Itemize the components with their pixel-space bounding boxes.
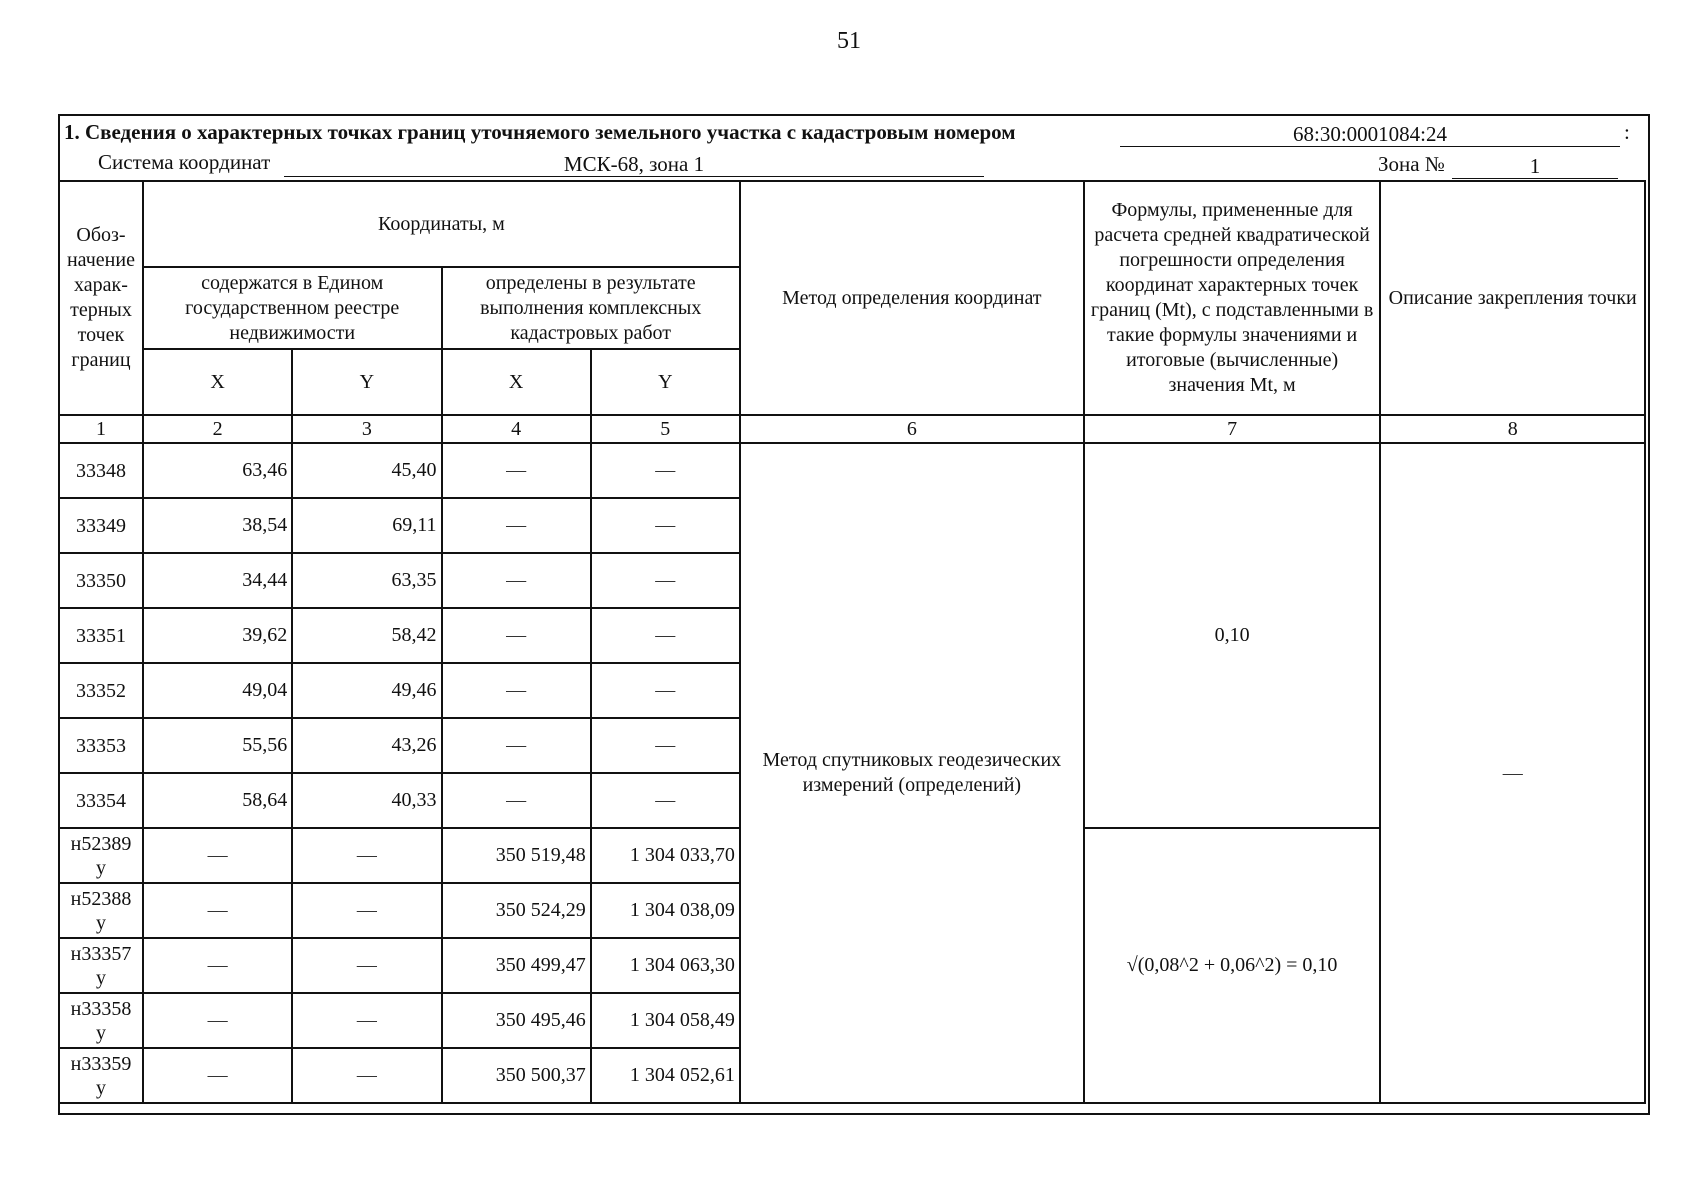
cell-det-x: 350 519,48 [442, 828, 591, 883]
cell-det-y: — [591, 773, 740, 828]
point-id-label: н52388 [70, 887, 132, 910]
cell-reg-y: 40,33 [292, 773, 441, 828]
cell-reg-y: 43,26 [292, 718, 441, 773]
header-determined: определены в результате выполнения комплексных кадастровых работ [442, 267, 740, 349]
point-id [59, 498, 143, 553]
section-title: 1. Сведения о характерных точках границ уточняемого земельного участка с кадастровым номером [64, 120, 1016, 144]
point-id [59, 883, 143, 938]
header-det-x: X [442, 349, 591, 415]
mt-value-registry: 0,10 [1084, 443, 1381, 828]
cell-reg-y: 45,40 [292, 443, 441, 498]
column-number: 2 [143, 415, 292, 443]
column-number: 7 [1084, 415, 1381, 443]
header-coordinates: Координаты, м [143, 181, 740, 267]
cell-det-x: — [442, 773, 591, 828]
point-id-suffix: у [95, 856, 106, 879]
point-id-label: н52389 [70, 832, 132, 855]
point-id-label: н33358 [70, 997, 132, 1020]
cell-reg-y: 49,46 [292, 663, 441, 718]
cell-reg-x: 63,46 [143, 443, 292, 498]
cell-det-x: — [442, 663, 591, 718]
cell-reg-y: 63,35 [292, 553, 441, 608]
cell-det-x: — [442, 718, 591, 773]
point-id-label: 33351 [75, 624, 126, 647]
cell-reg-y: — [292, 993, 441, 1048]
document-frame [58, 114, 1650, 1115]
cell-reg-y: — [292, 883, 441, 938]
coordinate-system-label: Система координат [98, 150, 271, 174]
cell-det-y: — [591, 663, 740, 718]
cell-det-x: — [442, 443, 591, 498]
cell-det-x: 350 495,46 [442, 993, 591, 1048]
header-in-registry: содержатся в Едином государственном реестре недвижимости [143, 267, 442, 349]
cell-det-y: — [591, 553, 740, 608]
point-id [59, 938, 143, 993]
method-value: Метод спутниковых геодезических измерений (определений) [740, 443, 1084, 1103]
point-id-suffix: у [95, 966, 106, 989]
column-number: 6 [740, 415, 1084, 443]
cell-reg-x: — [143, 938, 292, 993]
point-id [59, 773, 143, 828]
cell-reg-y: — [292, 938, 441, 993]
cell-det-x: — [442, 608, 591, 663]
point-id-label: 33354 [75, 789, 126, 812]
point-id-suffix: у [95, 1076, 106, 1099]
cell-reg-x: — [143, 828, 292, 883]
point-id-label: 33353 [75, 734, 126, 757]
header-designation: Обоз-начение харак-терных точек границ [59, 181, 143, 415]
cell-reg-x: 34,44 [143, 553, 292, 608]
description-value: — [1380, 443, 1645, 1103]
cell-reg-x: — [143, 883, 292, 938]
cell-det-y: 1 304 058,49 [591, 993, 740, 1048]
cell-reg-x: 39,62 [143, 608, 292, 663]
point-id-label: н33357 [70, 942, 132, 965]
point-id-suffix: у [95, 1021, 106, 1044]
column-number: 5 [591, 415, 740, 443]
cell-reg-y: — [292, 1048, 441, 1103]
column-number: 3 [292, 415, 441, 443]
cell-det-y: 1 304 052,61 [591, 1048, 740, 1103]
point-id [59, 608, 143, 663]
cell-det-y: — [591, 608, 740, 663]
point-id-suffix: у [95, 911, 106, 934]
cell-det-y: — [591, 498, 740, 553]
point-id [59, 443, 143, 498]
cell-reg-x: 49,04 [143, 663, 292, 718]
cadastral-colon: : [1624, 120, 1630, 144]
header-formulas: Формулы, примененные для расчета средней квадратической погрешности определения координат характерных точек границ (Mt), с подставленными в такие формулы значениями и итоговые (вычисленные) значения Mt, м [1084, 181, 1381, 415]
point-id [59, 718, 143, 773]
column-number: 8 [1380, 415, 1645, 443]
header-method: Метод определения координат [740, 181, 1084, 415]
cell-det-y: 1 304 063,30 [591, 938, 740, 993]
cadastral-number: 68:30:0001084:24 [1120, 122, 1620, 147]
header-reg-y: Y [292, 349, 441, 415]
point-id [59, 828, 143, 883]
cell-det-x: 350 524,29 [442, 883, 591, 938]
coordinate-system-value: МСК-68, зона 1 [284, 152, 984, 177]
point-id [59, 663, 143, 718]
table-row [59, 443, 1645, 498]
cell-reg-x: — [143, 993, 292, 1048]
cell-reg-y: 58,42 [292, 608, 441, 663]
point-id-label: 33352 [75, 679, 126, 702]
cell-reg-y: — [292, 828, 441, 883]
point-id-label: 33350 [75, 569, 126, 592]
header-reg-x: X [143, 349, 292, 415]
cell-reg-x: — [143, 1048, 292, 1103]
cell-reg-x: 58,64 [143, 773, 292, 828]
cell-det-x: 350 499,47 [442, 938, 591, 993]
header-description: Описание закрепления точки [1380, 181, 1645, 415]
column-number: 1 [59, 415, 143, 443]
point-id-label: н33359 [70, 1052, 132, 1075]
column-numbers-row [59, 415, 1645, 443]
zone-value: 1 [1452, 154, 1618, 179]
point-id-label: 33349 [75, 514, 126, 537]
section-header [60, 116, 1648, 182]
mt-value-formula: √(0,08^2 + 0,06^2) = 0,10 [1084, 828, 1381, 1103]
column-number: 4 [442, 415, 591, 443]
point-id [59, 993, 143, 1048]
cell-det-x: — [442, 553, 591, 608]
cell-reg-y: 69,11 [292, 498, 441, 553]
boundary-points-table [58, 180, 1646, 1104]
point-id [59, 1048, 143, 1103]
header-det-y: Y [591, 349, 740, 415]
cell-reg-x: 55,56 [143, 718, 292, 773]
cell-reg-x: 38,54 [143, 498, 292, 553]
cell-det-y: — [591, 443, 740, 498]
point-id-label: 33348 [75, 459, 126, 482]
page-number: 51 [837, 28, 861, 54]
cell-det-x: — [442, 498, 591, 553]
cell-det-y: 1 304 038,09 [591, 883, 740, 938]
cell-det-x: 350 500,37 [442, 1048, 591, 1103]
cell-det-y: — [591, 718, 740, 773]
point-id [59, 553, 143, 608]
zone-label: Зона № [1378, 152, 1445, 176]
cell-det-y: 1 304 033,70 [591, 828, 740, 883]
